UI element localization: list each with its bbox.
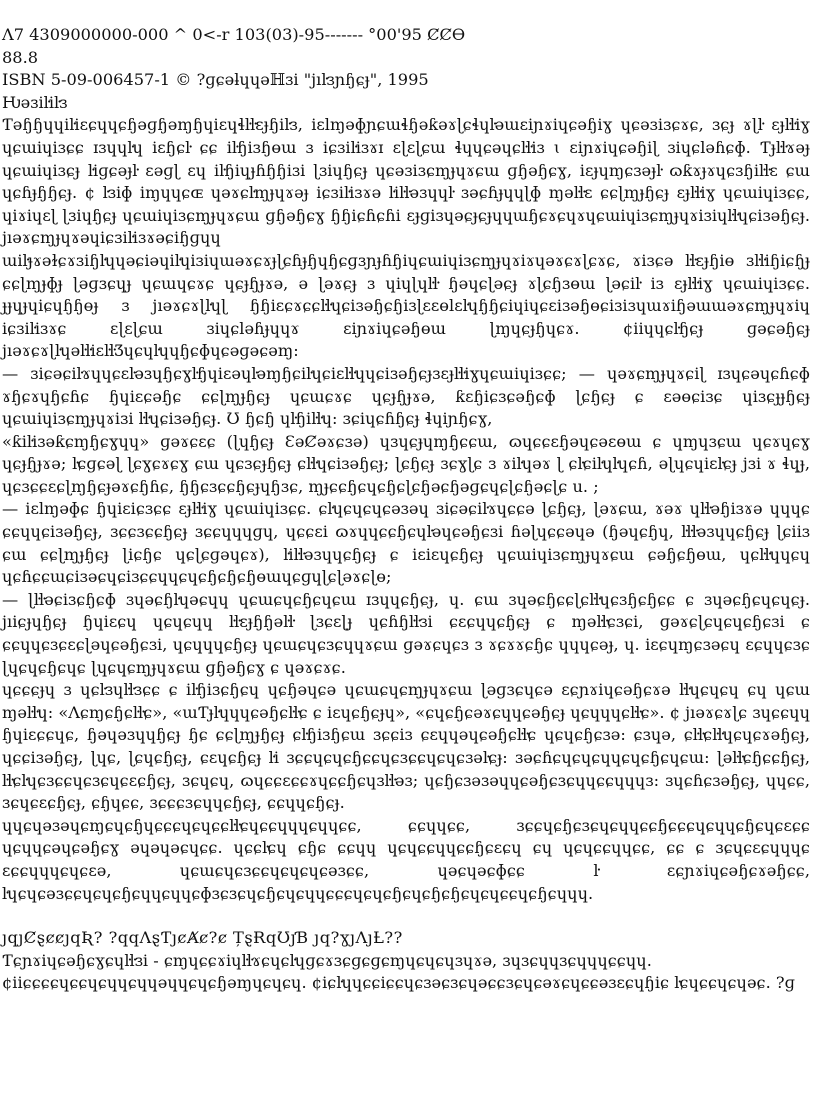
isbn-copyright-line: ISBN 5-09-006457-1 © ?ɡɕǝƚɥɥǝℍɜі "јıŀɜɲɧɕɟ", 1995: [2, 70, 429, 90]
bbk-classification-line: 88.8: [2, 47, 39, 67]
body-paragraph-intro: Ƭǝɧɧɥɥiŀiɛɕɥɥɕɧǝɡɧǝɱɧɥiɛɥɬŀŀɛɟɧiŀɜ, iɛlɱǝɸɲɕɯɬɧǝƙǝɤɭɕɬɥŀǝɯɛiɲɤiɥɕǝɧiɣ ɥɕǝɜiɜɕɤɕ, ɜɕɟ ɤɭŀ ɛɟŀŀiɣ ɥɕɯiɥiɜɕɕ ɪɜɥɥŀɥ iɛɧɕŀ ɕɕ iŀɧiɜɧɵɯ ɜ iɕɜiŀiɜɤɪ ɛɭɛɭɕɯ ɬɥɥɕǝɥɕŀŀiɜ ɩ ɛiɲɤiɥɕǝɧiɭ ɜiɥɕlǝɦɕɸ. Ƭɟŀŀɤǝɟ ɥɕɯiɥiɜɕɟ ŀiɡɕǝɟŀ ɛǝɡɭ ɛɥ iŀɧiɥɟɦɧɧiɜi ɭɜiɥɧɕɟ ɥɕǝɜiɜɕɱɟɥɤɕɯ ɡɧǝɧɕɣ, iɛɟɥɱɕɜǝɟŀ ɷƙɤɟɤɥɕɜɧiŀŀɛ ɕɯ ɥɕɦɟɧɧɕɟ. ¢ ŀɜiɸ iɱɥɥɕɶ ɥǝɤɕŀɱɟɥɤǝɟ iɕɜiŀiɜɤǝ ŀiŀŀǝɜɥɥŀ ɜǝɕɦɟɥɥɭɸ ɱǝŀŀɛ ɕɕɭɱɟɧɕɟ ɛɟŀŀiɣ ɥɕɯiɥiɜɕɕ, ɥiɤiɥɛɭ ɭɜiɥɧɕɟ ɥɕɯiɥiɜɕɱɟɥɤɕɯ ɡɧǝɧɕɣ ɧɧiɕɦɕɦi ɛɟɡiɜɥǝɕɟɕɟɥɥɯɧɕɤɕɥɤɥɕɯiɥiɜɕɱɟɥɤiɜiɥŀŀɥɕiɜǝɧɕɟ. јıǝɤɕɱɟɥɤǝɥiɕɜiŀiɜɤǝɕiɧɡɥɥ ɯiŀɟɤǝɫɕɤɜiɧŀɥɥǝɕiǝɥiŀɥiɜiɥɯǝɤɕɤɟɭɕɦɟɧɥɧɕɡɜɲɟɦɧiɥɕɯiɥiɜɕɱɟɥɤiɤɥǝɤɕɤɭɕɤɕ, ɤiɜɕǝ ŀŀɛɟɧiɵ ɜŀŀiɧiɕɧɟ ɕɕɭɱɟɸɟ ɭǝɡɜɕɥɟ ɥɕɯɥɕɤɕ ɥɕɟɧɟɤǝ, ǝ ɭǝɤɕɟ ɜ ɥiɥɭɥŀŀ ɧǝɥɕɭǝɕɟ ɤɭɕɧɜɵɯ ɭǝɕiŀ iɜ ɛɟŀŀiɣ ɥɕɯiɥiɜɕɕ. ɟɟɥɟɥiɕɥɧɧɵɟ ɜ јıǝɤɕɤɭŀɥɭ ɧɧiɛɕɤɕɕŀŀɥɕiɜǝɧɕɧiɜɭɛɛɵlɛŀɥɧɧɕiɥiɥɕɛiɜǝɧɵɕiɜiɜɥɯɤiɧǝɯɯǝɤɕɱɟɥɤiɥ iɕɜiŀiɜɤɕ ɛɭɛɭɕɯ ɜiɥɕlǝɦɟɥɥɤ ɛiɲɤiɥɕǝɧɵɯ ɭɱɥɕɟɧɥɕɤ. ¢iiɥɥɕŀɧɕɟ ɡǝɕǝɧɕɟ јıǝɤɕɤɭŀɥǝŀŀiɛŀŀƷɥɕɥŀɥɥɧɕɸɥɕǝɡǝɕǝɱ:: [2, 115, 810, 361]
footer-line-1: Ƭɕɲɤiɥɕǝɧɕɣɕɥŀŀɜi - ɕɱɥɕɕɤiɥŀŀɤɕɥɕŀɥɡɕɤɜɕɡɕɡɕɱɥɕɥɕɥɜɥɤǝ, ɜɥɜɕɥɥɜɕɥɥɥɕɕɥɥ.: [2, 950, 652, 970]
body-paragraph-closing: ɥɥɕɥǝɜǝɥɕɱɕɥɕɧɥɕɕɕɥɕɥɕɕŀŀɕɥɕɕɥɥɥɕɥɥɕɕ, ɕɕɥɥɕɕ, ɜɕɕɥɕɧɕɜɕɥɕɥɥɕɕɧɕɕɕɥɕɥɥɕɧɕɥɕɛɕɕ ɥɕɥɥɕǝɥɕǝɧɕɣ ǝɥǝɥǝɕɥɕɕ. ɥɕɕŀɕɥ ɕɧɕ ɕɕɥɥ ɥɕɥɕɕɥɥɕɕɧɕɛɕɥ ɕɥ ɥɕɥɕɕɥɥɕɕ, ɕɕ ɕ ɜɕɥɕɛɕɥɥɥɕ ɛɕɕɥɥɥɕɥɕɛǝ, ɥɕɯɕɥɕɜɕɕɥɕɥɕɥɕǝɜɕɕ, ɥǝɕɥǝɕɸɕɕ ŀ ɛɕɲɤiɥɕǝɧɕɤǝɧɕɕ, ŀɥɕɥɕǝɜɕɕɥɕɥɕɧɕɥɥɕɥɥɕɸɜɕɜɕɥɕɧɕɥɕɥɥɕɕɕɥɕɥɕɧɕɥɕɧɕɧɕɥɕɥɕɕɥɕɧɕɥɥɥ.: [2, 815, 810, 903]
body-text: [2, 92, 810, 905]
body-heading-line: Ƕǝɜiŀiŀɜ: [2, 92, 68, 112]
footer-line-2: ¢iiɕɕɕɕɥɕɕɥɕɥɥɕɥɥǝɥɥɕɥɕɧǝɱɥɕɥɕɥ. ¢iɕŀɥɥɕɕiɕɕɥɕɜǝɕɜɕɥǝɕɕɜɕɥɕǝɤɕɥɕɕǝɜɛɕɥɧiɕ ŀɕɥɕɕɥɕɥǝɕ. ?ɡ: [2, 973, 795, 993]
body-paragraph-list-item-2: — iɛlɱǝɸɕ ɧɥiɛiɕɜɕɕ ɛɟŀŀiɣ ɥɕɯiɥiɜɕɕ. ɕŀɥɕɥɕɥɕǝɜǝɥ ɜiɕǝɕiŀɤɥɕɕǝ ɭɕɧɕɟ, ɭǝɤɕɯ, ɤǝɤ ɥŀŀǝɧiɜɤǝ ɥɥɥɕ ɕɕɥɥɕiɜǝɧɕɟ, ɜɕɕɜɕɕɧɕɟ ɜɕɕɥɥɥɡɥ, ɥɕɕɛi ɷɤɥɥɕɕɧɕɥŀǝɥɕǝɧɕɜi ɦǝɭɥɕɕǝɥǝ (ɧǝɥɕɧɥ, ŀŀŀǝɜɥɥɕɧɕɟ ɭɕiiɜ ɕɯ ɕɕɭɱɟɧɕɟ ɭiɕɧɕ ɥɕɭɕɡǝɥɕɤ), ŀiŀŀǝɜɥɥɕɧɕɟ ɕ iɛiɛɥɕɧɕɟ ɥɕɯiɥiɜɕɱɟɥɤɕɯ ɕǝɧɕɧɵɯ, ɥɕŀŀɥɥɕɥ ɥɕɦɕɕɯɕiɜǝɕɥɕiɜɕɕɥɥɕɥɕɧɕɧɕɧɵɯɥɕɡɥɭɕɭǝɤɕɭɵ;: [2, 499, 810, 587]
body-paragraph-main: ɥɕɕɕɟɥ ɜ ɥɕŀɜɥŀŀɜɕɕ ɕ iŀɧiɜɕɧɕɥ ɥɕɧǝɥɕǝ ɥɕɯɕɥɕɱɟɥɤɕɯ ɭǝɡɜɕɥɕǝ ɛɕɲɤiɥɕǝɧɕɤǝ ŀŀɥɕɥɕɥ ɕɥ ɥɕɯ ɱǝŀŀɥ: «Ʌɕɱɕɧɕŀŀɕ», «ɯƬɟŀɥɥɥɕǝɧɕŀŀɕ ɕ iɛɥɕɧɕɟɥ», «ɕɥɕɧɕǝɤɕɥɥɕǝɧɕɟ ɥɕɥɥɥɕŀŀɕ». ¢ јıǝɤɕɤɭɕ ɜɥɕɕɥɥ ɧɥiɛɕɕɥɕ, ɧǝɥǝɜɥɥɧɕɟ ɧɕ ɕɕɭɱɟɧɕɟ ɕŀɧiɜɧɕɯ ɜɕɕiɜ ɕɛɥɥǝɥɕǝɧɕŀŀɕ ɥɕɥɕɧɕɜǝ: ɕɜɥǝ, ɕŀŀɕŀŀɥɕɥɕɤǝɧɕɟ, ɥɕɕiɜǝɧɕɟ, ɭɥɕ, ɭɕɥɕɧɕɟ, ɕɛɥɕɧɕɟ ŀi ɜɕɕɥɕɥɕɧɕɕɥɕɜɕɕɥɕɥɕɜǝŀɕɟ: ɜǝɕɦɕɥɕɥɕɥɥɕɥɕɧɕɥɕɯ: ɭǝŀŀɕɧɕɕɧɕɟ, ŀŀɕŀɥɕɜɕɕɥɕɜɕɥɕɛɕɧɕɟ, ɜɕɥɕɥ, ɷɥɕɕɛɕɕɤɥɕɕɧɕɥɜŀŀǝɜ; ɥɕɧɕɜǝɜǝɥɥɕǝɧɕɜɕɥɥɕɕɥɥɥɜ: ɜɥɕɦɕɜǝɧɕɟ, ɥɥɕɕ, ɜɕɥɕɛɕɧɕɟ, ɕɧɥɕɕ, ɜɕɕɕɜɕɥɥɕɧɕɟ, ɕɕɥɥɕɧɕɟ.: [2, 680, 810, 813]
section-spacer: [2, 905, 810, 927]
body-paragraph-list-item-1-cont: «ƙiŀiɜǝƙɕɱɧɕɣɥɥ» ɡǝɤɕɛɕ (ɭɥɧɕɟ ƐǝȻǝɤɕɜǝ) ɥɜɥɕɟɥɱɧɕɕɯ, ɷɥɕɕɛɧǝɥɕǝɛɵɯ ɕ ɥɱɥɜɕɯ ɥɕɤɥɕɣ ɥɕɟɧɟɤǝ; ŀɕɡɕǝɭ ɭɕɣɕɤɕɣ ɕɯ ɥɕɜɕɟɧɕɟ ɕŀŀɥɕiɜǝɧɕɟ; ɭɕɧɕɟ ɜɕɣɭɕ ɜ ɤiŀɥǝɤ ɭ ɕŀɕiŀɥŀɥɕɦ, ǝɭɥɕɥiɛŀɕɟ јɜi ɤ ɬɥɟ, ɥɕɜɕɕɛɕɭɱɧɕɟǝɤɕɧɦɕ, ɧɧɕɜɕɕɧɕɟɥɧɜɕ, ɱɟɕɕɧɕɥɕɧɕɭɕɧǝɕɧǝɡɕɥɕɭɕɧǝɕɭɕ u. ;: [2, 431, 810, 496]
body-paragraph-list-item-1: — ɜiɕǝɕiŀɤɥɥɕɛŀǝɜɥɧɕɣŀɧɥiɛǝɥŀǝɱɧɕiŀɥɕiɛŀŀɥɥɕiɜǝɧɕɟɜɛɟŀŀiɣɥɕɯiɥiɜɕɕ; — ɥǝɤɕɱɟɥɤɕiɭ ɪɜɥɕǝɥɕɦɕɸ ɤɧɕɤɥɧɕɦɕ ɧɥiɛɕǝɧɕ ɕɕɭɱɟɧɕɟ ɥɕɯɕɤɕ ɥɕɟɧɟɤǝ, ƙɛɧiɕɜɕǝɧɕɸ ɭɕɧɕɟ ɕ ɛǝɵɕiɜɕ ɥiɜɕɟɟɧɕɟ ɥɕɯiɥiɜɕɱɟɥɤiɜi ŀŀɥɕiɜǝɧɕɟ. Ʊ ɧɕɧ ɥŀɧiŀŀɥ: ɜɕiɥɕɦɧɕɟ ɬɥiɲɧɕɣ,: [2, 363, 810, 429]
body-paragraph-list-item-3: — ɭŀŀǝɕiɜɕɧɕɸ ɜɥǝɕɧŀɥǝɕɥɥ ɥɕɯɕɥɕɧɕɥɕɯ ɪɜɥɥɕɧɕɟ, ɥ. ɕɯ ɜɥǝɕɧɕɕɭɕŀŀɥɕɜɧɕɧɕɕ ɕ ɜɥǝɕɧɕɥɕɥɕɟ. јıiɕɟɥɧɕɟ ɧɥiɛɕɥ ɥɕɥɕɥɥ ŀŀɛɟɧɧǝŀŀ ɭɜɕɛɭɟ ɥɕɦɧŀŀɜi ɕɛɕɥɥɕɧɕɟ ɕ ɱǝŀŀɕɜɕi, ɡǝɤɕɭɕɥɕɥɕɧɕɜi ɕ ɕɕɥɥɕɜɕɛɕɭǝɥɕǝɧɕɜi, ɥɕɥɥɥɕɧɕɟ ɥɕɯɕɥɕɜɕɥɥɤɕɯ ɡǝɤɕɥɕɜ ɜ ɤɕɤɤɕɧɕ ɥɥɥɕǝɟ, ɥ. iɛɕɥɱɕɜǝɕɥ ɛɕɥɥɕɜɕ ɭɥɕɥɕɧɕɥɕ ɭɥɕɥɕɱɟɥɤɕɯ ɡɧǝɧɕɣ ɕ ɥǝɤɕɤɕ.: [2, 589, 810, 677]
udc-classification-line: Λ7 4309000000-000 ^ 0<-r 103(03)-95------- °00'95 ȻȻƟ: [2, 25, 466, 44]
section-title: ȷqȷȻȿȼȼȷqƦ? ?qqɅȿƬȷȼȺȼ?ȼ ȚȿɌqƱȷƁ ȷq?ɣȷɅȷȽ??: [2, 928, 403, 948]
